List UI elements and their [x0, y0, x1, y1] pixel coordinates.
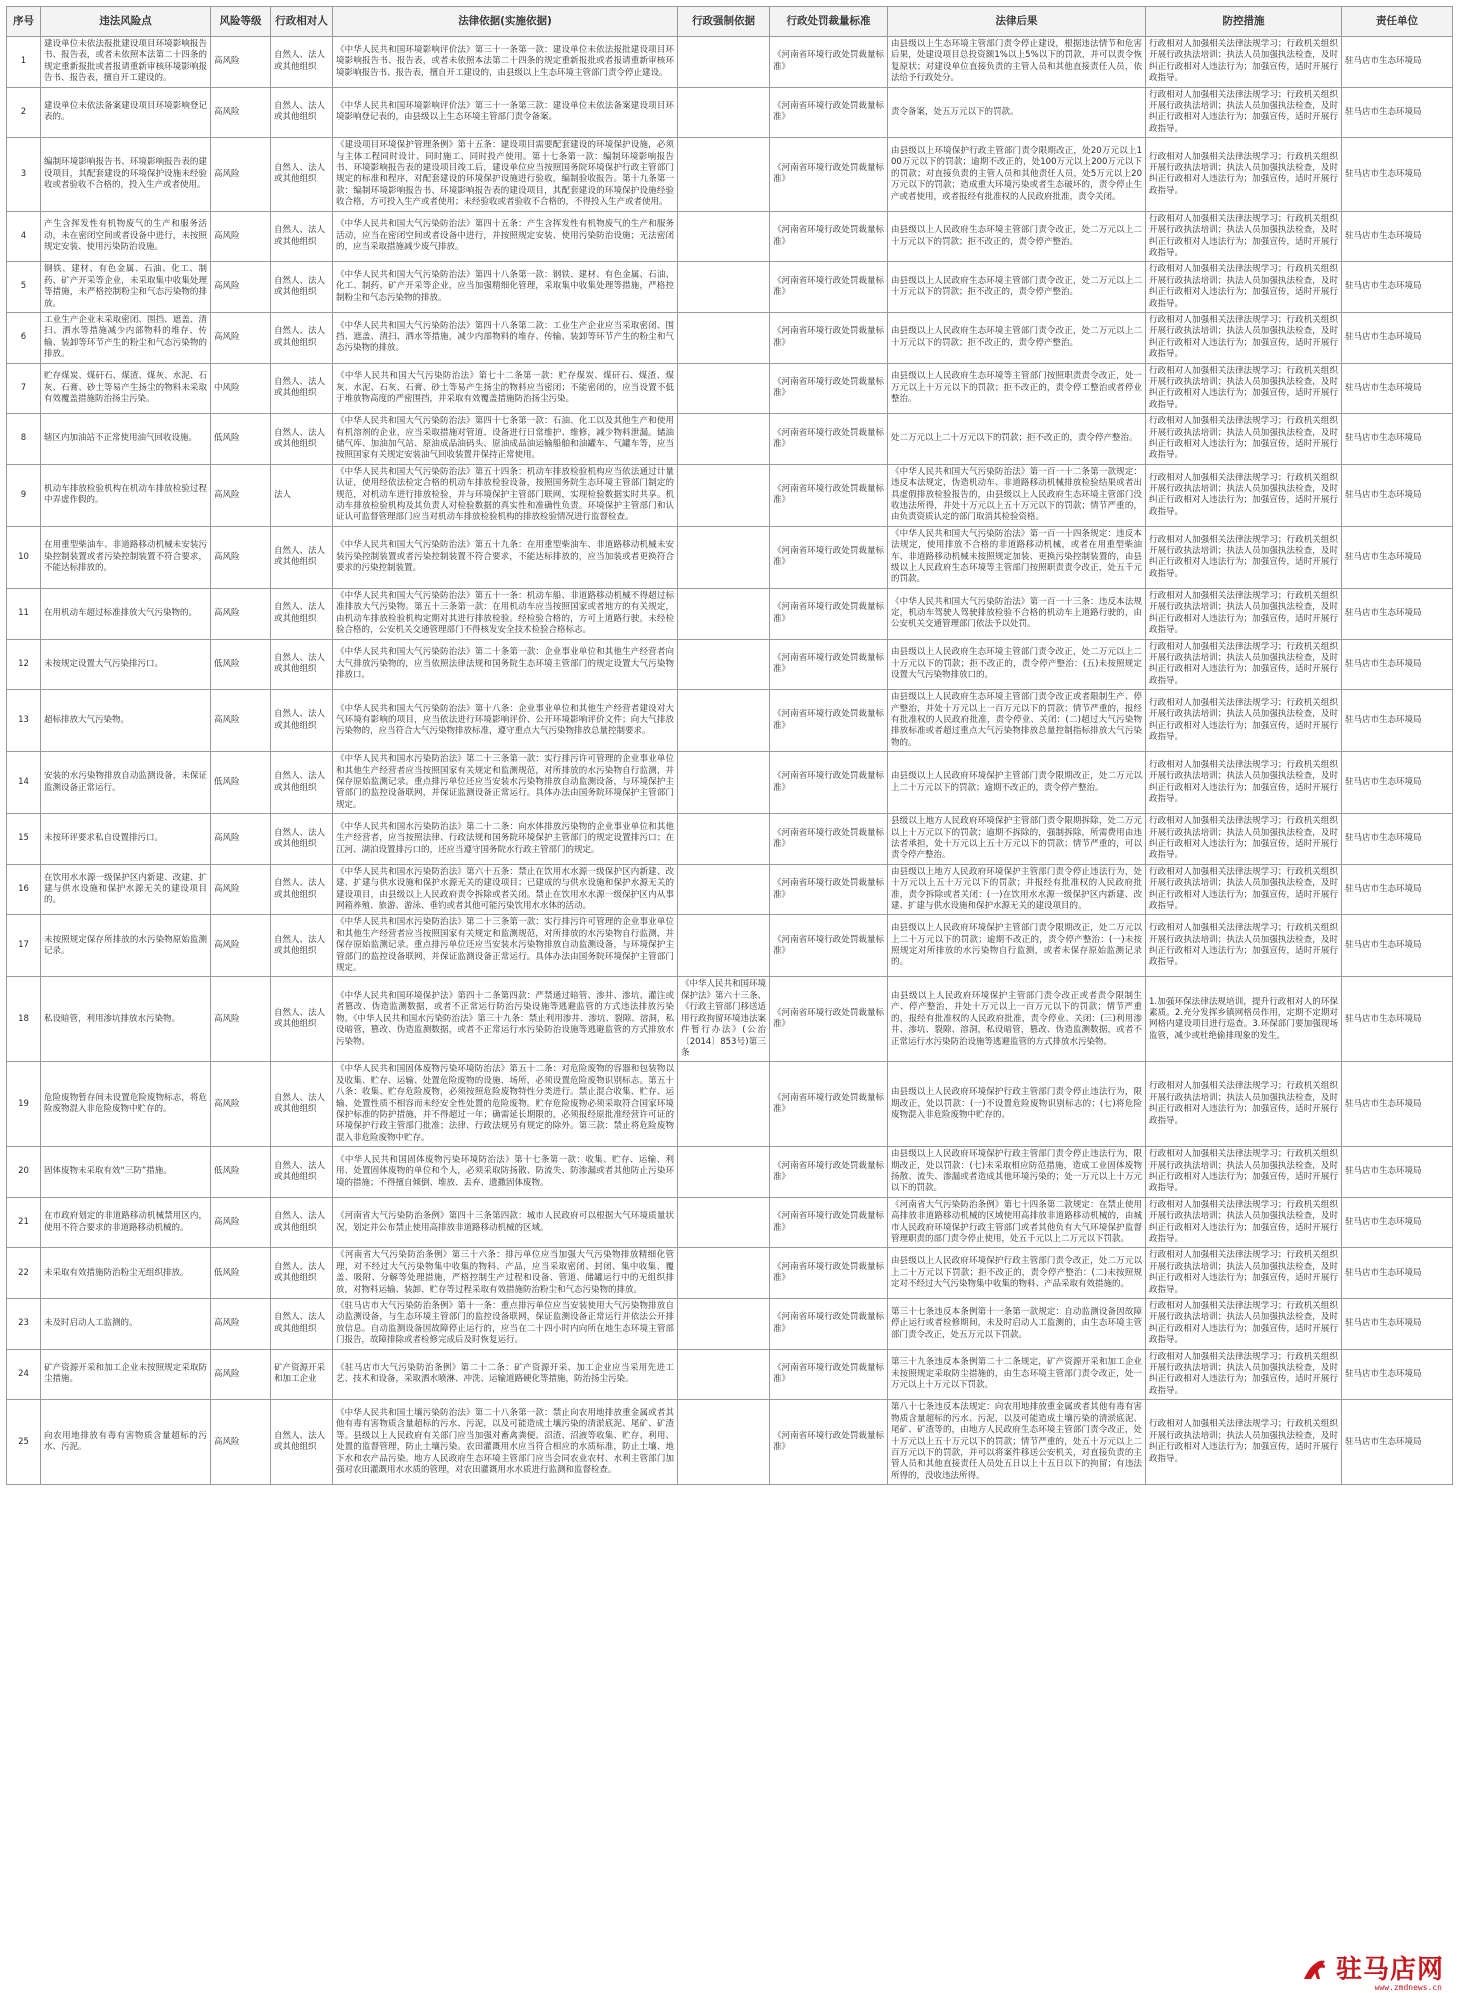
prevention-measures-cell: 行政相对人加强相关法律法规学习；行政机关组织开展行政执法培训；执法人员加强执法检查，及时纠正行政相对人违法行为；加强宣传，适时开展行政指导。	[1146, 814, 1342, 865]
enforcement-basis-cell	[678, 464, 770, 526]
prevention-measures-cell: 行政相对人加强相关法律法规学习；行政机关组织开展行政执法培训；执法人员加强执法检查，及时纠正行政相对人违法行为；加强宣传，适时开展行政指导。	[1146, 414, 1342, 465]
legal-consequence-cell: 由县级以上人民政府环境保护行政主管部门责令改正，处二万元以上二十万元以下罚款；拒不改正的，责令停产整治：(二)未按照规定对不经过大气污染物集中收集的物料、产品采取有效措施的。	[888, 1248, 1146, 1299]
risk-point-cell: 未按规定设置大气污染排污口。	[41, 639, 211, 690]
responsible-unit-cell: 驻马店市生态环境局	[1342, 1062, 1453, 1147]
administrative-counterpart-cell: 自然人、法人或其他组织	[271, 690, 333, 752]
risk-level-cell: 低风险	[211, 1147, 271, 1198]
header-consequence: 法律后果	[888, 7, 1146, 37]
risk-level-cell: 高风险	[211, 211, 271, 262]
administrative-counterpart-cell: 自然人、法人或其他组织	[271, 1299, 333, 1350]
penalty-standard-cell: 《河南省环境行政处罚裁量标准》	[770, 464, 888, 526]
risk-level-cell: 高风险	[211, 526, 271, 588]
legal-consequence-cell: 由县级以上地方人民政府环境保护主管部门责令停止违法行为，处十万元以上五十万元以下的罚款；并报经有批准权的人民政府批准，责令拆除或者关闭：(一)在饮用水水源一级保护区内新建、改建、扩建与供水设施和保护水源无关的建设项目的。	[888, 864, 1146, 915]
table-row	[7, 138, 1453, 211]
risk-level-cell: 低风险	[211, 639, 271, 690]
header-standard: 行政处罚裁量标准	[770, 7, 888, 37]
responsible-unit-cell: 驻马店市生态环境局	[1342, 87, 1453, 138]
responsible-unit-cell: 驻马店市生态环境局	[1342, 262, 1453, 313]
table-row	[7, 1248, 1453, 1299]
legal-basis-cell: 《中华人民共和国水污染防治法》第二十三条第一款：实行排污许可管理的企业事业单位和其他生产经营者应当按照国家有关规定和监测规范，对所排放的水污染物自行监测，并保存原始监测记录。重点排污单位还应当安装水污染物排放自动监测设备，与环境保护主管部门的监控设备联网，并保证监测设备正常运行。具体办法由国务院环境保护主管部门规定。	[333, 752, 678, 814]
enforcement-basis-cell	[678, 1197, 770, 1248]
administrative-counterpart-cell: 自然人、法人或其他组织	[271, 414, 333, 465]
enforcement-basis-cell	[678, 1349, 770, 1400]
horse-logo-icon	[1300, 1955, 1330, 1985]
row-number-cell: 5	[7, 262, 41, 313]
legal-basis-cell: 《中华人民共和国大气污染防治法》第二十条第一款：企业事业单位和其他生产经营者向大气排放污染物的，应当依照法律法规和国务院生态环境主管部门的规定设置大气污染物排放口。	[333, 639, 678, 690]
administrative-counterpart-cell: 自然人、法人或其他组织	[271, 37, 333, 88]
legal-basis-cell: 《中华人民共和国水污染防治法》第二十二条：向水体排放污染物的企业事业单位和其他生产经营者，应当按照法律、行政法规和国务院环境保护主管部门的规定设置排污口；在江河、湖泊设置排污口的，还应当遵守国务院水行政主管部门的规定。	[333, 814, 678, 865]
prevention-measures-cell: 行政相对人加强相关法律法规学习；行政机关组织开展行政执法培训；执法人员加强执法检查，及时纠正行政相对人违法行为；加强宣传，适时开展行政指导。	[1146, 864, 1342, 915]
legal-basis-cell: 《中华人民共和国大气污染防治法》第五十九条：在用重型柴油车、非道路移动机械未安装污染控制装置或者污染控制装置不符合要求，不能达标排放的，应当加装或者更换符合要求的污染控制装置。	[333, 526, 678, 588]
legal-consequence-cell: 《河南省大气污染防治条例》第七十四条第二款规定：在禁止使用高排放非道路移动机械的区域使用高排放非道路移动机械的，由城市人民政府环境保护行政主管部门或者其他负有大气环境保护监督管理职责的部门责令停止使用，处五千元以上二万元以下罚款。	[888, 1197, 1146, 1248]
table-header-row	[7, 7, 1453, 37]
row-number-cell: 1	[7, 37, 41, 88]
legal-consequence-cell: 由县级以上人民政府环境保护主管部门责令限期改正，处二万元以上二十万元以下的罚款；逾期不改正的，责令停产整治。	[888, 752, 1146, 814]
responsible-unit-cell: 驻马店市生态环境局	[1342, 363, 1453, 414]
row-number-cell: 20	[7, 1147, 41, 1198]
enforcement-basis-cell	[678, 1299, 770, 1350]
table-row	[7, 752, 1453, 814]
table-row	[7, 814, 1453, 865]
table-row	[7, 977, 1453, 1062]
penalty-standard-cell: 《河南省环境行政处罚裁量标准》	[770, 752, 888, 814]
risk-point-cell: 贮存煤炭、煤矸石、煤渣、煤灰、水泥、石灰、石膏、砂土等易产生扬尘的物料未采取有效覆盖措施防治扬尘污染。	[41, 363, 211, 414]
row-number-cell: 8	[7, 414, 41, 465]
risk-point-cell: 未按照规定保存所排放的水污染物原始监测记录。	[41, 915, 211, 977]
responsible-unit-cell: 驻马店市生态环境局	[1342, 915, 1453, 977]
legal-consequence-cell: 由县级以上人民政府生态环境主管部门责令改正，处二万元以上二十万元以下的罚款；拒不改正的，责令停产整治。	[888, 262, 1146, 313]
responsible-unit-cell: 驻马店市生态环境局	[1342, 1147, 1453, 1198]
penalty-standard-cell: 《河南省环境行政处罚裁量标准》	[770, 363, 888, 414]
prevention-measures-cell: 行政相对人加强相关法律法规学习；行政机关组织开展行政执法培训；执法人员加强执法检查，及时纠正行政相对人违法行为；加强宣传，适时开展行政指导。	[1146, 915, 1342, 977]
enforcement-basis-cell	[678, 690, 770, 752]
table-row	[7, 915, 1453, 977]
risk-point-cell: 危险废物暂存间未设置危险废物标志，将危险废物混入非危险废物中贮存的。	[41, 1062, 211, 1147]
legal-consequence-cell: 由县级以上环境保护行政主管部门责令限期改正，处20万元以上100万元以下的罚款；逾期不改正的，处100万元以上200万元以下的罚款；对直接负责的主管人员和其他责任人员，处5万元以上20万元以下的罚款；造成重大环境污染或者生态破坏的，责令停止生产或者使用，或者报经有批准权的人民政府批准，责令关闭。	[888, 138, 1146, 211]
administrative-counterpart-cell: 自然人、法人或其他组织	[271, 1147, 333, 1198]
responsible-unit-cell: 驻马店市生态环境局	[1342, 211, 1453, 262]
row-number-cell: 21	[7, 1197, 41, 1248]
administrative-counterpart-cell: 自然人、法人或其他组织	[271, 138, 333, 211]
administrative-counterpart-cell: 自然人、法人或其他组织	[271, 262, 333, 313]
table-row	[7, 639, 1453, 690]
risk-point-cell: 在用机动车超过标准排放大气污染物的。	[41, 588, 211, 639]
legal-basis-cell: 《中华人民共和国环境影响评价法》第三十一条第三款：建设单位未依法备案建设项目环境影响登记表的，由县级以上生态环境主管部门责令备案。	[333, 87, 678, 138]
risk-point-cell: 未采取有效措施防治粉尘无组织排放。	[41, 1248, 211, 1299]
penalty-standard-cell: 《河南省环境行政处罚裁量标准》	[770, 915, 888, 977]
legal-basis-cell: 《中华人民共和国水污染防治法》第二十三条第一款：实行排污许可管理的企业事业单位和其他生产经营者应当按照国家有关规定和监测规范，对所排放的水污染物自行监测，并保存原始监测记录。重点排污单位还应当安装水污染物排放自动监测设备，与环境保护主管部门的监控设备联网，并保证监测设备正常运行。具体办法由国务院环境保护主管部门规定。	[333, 915, 678, 977]
row-number-cell: 13	[7, 690, 41, 752]
legal-basis-cell: 《中华人民共和国土壤污染防治法》第二十八条第一款：禁止向农用地排放重金属或者其他有毒有害物质含量超标的污水、污泥，以及可能造成土壤污染的清淤底泥、尾矿、矿渣等。县级以上人民政府有关部门应当加强对畜禽粪便、沼渣、沼液等收集、贮存、利用、处置的监督管理，防止土壤污染。农田灌溉用水应当符合相应的水质标准，防止土壤、地下水和农产品污染。地方人民政府生态环境主管部门应当会同农业农村、水利主管部门加强对农田灌溉用水水质的管理，对农田灌溉用水水质进行监测和监督检查。	[333, 1400, 678, 1485]
risk-level-cell: 高风险	[211, 1197, 271, 1248]
risk-point-cell: 未及时启动人工监测的。	[41, 1299, 211, 1350]
enforcement-basis-cell	[678, 639, 770, 690]
risk-level-cell: 高风险	[211, 1299, 271, 1350]
risk-level-cell: 高风险	[211, 690, 271, 752]
table-row	[7, 37, 1453, 88]
penalty-standard-cell: 《河南省环境行政处罚裁量标准》	[770, 1400, 888, 1485]
legal-consequence-cell: 由县级以上人民政府环境保护主管部门责令改正或者责令限制生产、停产整治，并处十万元以上一百万元以下的罚款；情节严重的，报经有批准权的人民政府批准，责令停业、关闭：(三)利用渗井、渗坑、裂隙、溶洞，私设暗管，篡改、伪造监测数据，或者不正常运行水污染防治设施等逃避监管的方式排放水污染物。	[888, 977, 1146, 1062]
risk-point-cell: 在用重型柴油车、非道路移动机械未安装污染控制装置或者污染控制装置不符合要求，不能达标排放的。	[41, 526, 211, 588]
table-row	[7, 1349, 1453, 1400]
risk-level-cell: 中风险	[211, 363, 271, 414]
legal-basis-cell: 《中华人民共和国大气污染防治法》第四十八条第一款：钢铁、建材、有色金属、石油、化工、制药、矿产开采等企业，应当加强精细化管理，采取集中收集处理等措施，严格控制粉尘和气态污染物的排放。	[333, 262, 678, 313]
prevention-measures-cell: 行政相对人加强相关法律法规学习；行政机关组织开展行政执法培训；执法人员加强执法检查，及时纠正行政相对人违法行为；加强宣传，适时开展行政指导。	[1146, 1299, 1342, 1350]
risk-point-cell: 超标排放大气污染物。	[41, 690, 211, 752]
legal-basis-cell: 《建设项目环境保护管理条例》第十五条：建设项目需要配套建设的环境保护设施，必须与主体工程同时设计、同时施工、同时投产使用。第十七条第一款：编制环境影响报告书、环境影响报告表的建设项目竣工后，建设单位应当按照国务院环境保护行政主管部门规定的标准和程序，对配套建设的环境保护设施进行验收，编制验收报告。第十九条第一款：编制环境影响报告书、环境影响报告表的建设项目，其配套建设的环境保护设施经验收合格，方可投入生产或者使用；未经验收或者验收不合格的，不得投入生产或者使用。	[333, 138, 678, 211]
prevention-measures-cell: 行政相对人加强相关法律法规学习；行政机关组织开展行政执法培训；执法人员加强执法检查，及时纠正行政相对人违法行为；加强宣传，适时开展行政指导。	[1146, 1062, 1342, 1147]
risk-point-cell: 建设单位未依法备案建设项目环境影响登记表的。	[41, 87, 211, 138]
administrative-counterpart-cell: 自然人、法人或其他组织	[271, 752, 333, 814]
administrative-counterpart-cell: 自然人、法人或其他组织	[271, 814, 333, 865]
logo-text: 驻马店网	[1335, 1955, 1444, 1985]
risk-level-cell: 高风险	[211, 312, 271, 363]
penalty-standard-cell: 《河南省环境行政处罚裁量标准》	[770, 1197, 888, 1248]
header-risk: 违法风险点	[41, 7, 211, 37]
enforcement-basis-cell	[678, 1248, 770, 1299]
risk-point-cell: 产生含挥发性有机物废气的生产和服务活动，未在密闭空间或者设备中进行，未按照规定安装、使用污染防治设施。	[41, 211, 211, 262]
enforcement-basis-cell	[678, 915, 770, 977]
risk-point-cell: 工业生产企业未采取密闭、围挡、遮盖、清扫、洒水等措施减少内部物料的堆存、传输、装卸等环节产生的粉尘和气态污染物的排放。	[41, 312, 211, 363]
prevention-measures-cell: 行政相对人加强相关法律法规学习；行政机关组织开展行政执法培训；执法人员加强执法检查，及时纠正行政相对人违法行为；加强宣传，适时开展行政指导。	[1146, 1248, 1342, 1299]
row-number-cell: 14	[7, 752, 41, 814]
legal-consequence-cell: 第三十九条违反本条例第二十二条规定，矿产资源开采和加工企业未按照规定采取防尘措施的，由生态环境主管部门责令改正，处一万元以上十万元以下罚款。	[888, 1349, 1146, 1400]
table-row	[7, 1147, 1453, 1198]
enforcement-basis-cell	[678, 864, 770, 915]
risk-level-cell: 低风险	[211, 1248, 271, 1299]
risk-level-cell: 高风险	[211, 1062, 271, 1147]
table-row	[7, 1197, 1453, 1248]
prevention-measures-cell: 行政相对人加强相关法律法规学习；行政机关组织开展行政执法培训；执法人员加强执法检查，及时纠正行政相对人违法行为；加强宣传，适时开展行政指导。	[1146, 87, 1342, 138]
prevention-measures-cell: 行政相对人加强相关法律法规学习；行政机关组织开展行政执法培训；执法人员加强执法检查，及时纠正行政相对人违法行为；加强宣传，适时开展行政指导。	[1146, 1349, 1342, 1400]
responsible-unit-cell: 驻马店市生态环境局	[1342, 414, 1453, 465]
penalty-standard-cell: 《河南省环境行政处罚裁量标准》	[770, 1349, 888, 1400]
legal-consequence-cell: 由县级以上人民政府生态环境主管部门责令改正，处二万元以上二十万元以下的罚款；拒不改正的，责令停产整治。	[888, 312, 1146, 363]
risk-level-cell: 高风险	[211, 1349, 271, 1400]
enforcement-basis-cell	[678, 414, 770, 465]
administrative-counterpart-cell: 自然人、法人或其他组织	[271, 87, 333, 138]
administrative-counterpart-cell: 自然人、法人或其他组织	[271, 639, 333, 690]
legal-consequence-cell: 处二万元以上二十万元以下的罚款；拒不改正的，责令停产整治。	[888, 414, 1146, 465]
header-no: 序号	[7, 7, 41, 37]
risk-level-cell: 高风险	[211, 37, 271, 88]
header-level: 风险等级	[211, 7, 271, 37]
enforcement-basis-cell	[678, 312, 770, 363]
row-number-cell: 9	[7, 464, 41, 526]
penalty-standard-cell: 《河南省环境行政处罚裁量标准》	[770, 262, 888, 313]
table-row	[7, 262, 1453, 313]
risk-level-cell: 高风险	[211, 588, 271, 639]
enforcement-basis-cell	[678, 1062, 770, 1147]
legal-basis-cell: 《中华人民共和国环境保护法》第四十二条第四款：严禁通过暗管、渗井、渗坑、灌注或者篡改、伪造监测数据，或者不正常运行防治污染设施等逃避监管的方式违法排放污染物。《中华人民共和国水污染防治法》第三十九条：禁止利用渗井、渗坑、裂隙、溶洞，私设暗管，篡改、伪造监测数据，或者不正常运行水污染防治设施等逃避监管的方式排放水污染物。	[333, 977, 678, 1062]
risk-point-cell: 在饮用水水源一级保护区内新建、改建、扩建与供水设施和保护水源无关的建设项目的。	[41, 864, 211, 915]
risk-point-cell: 辖区内加油站不正常使用油气回收设施。	[41, 414, 211, 465]
row-number-cell: 12	[7, 639, 41, 690]
penalty-standard-cell: 《河南省环境行政处罚裁量标准》	[770, 864, 888, 915]
row-number-cell: 22	[7, 1248, 41, 1299]
penalty-standard-cell: 《河南省环境行政处罚裁量标准》	[770, 312, 888, 363]
legal-consequence-cell: 由县级以上人民政府环境保护行政主管部门责令停止违法行为，限期改正，处以罚款：(一)不设置危险废物识别标志的；(七)将危险废物混入非危险废物中贮存的。	[888, 1062, 1146, 1147]
risk-level-cell: 高风险	[211, 262, 271, 313]
site-logo	[1300, 1955, 1444, 1985]
prevention-measures-cell: 行政相对人加强相关法律法规学习；行政机关组织开展行政执法培训；执法人员加强执法检查，及时纠正行政相对人违法行为；加强宣传，适时开展行政指导。	[1146, 312, 1342, 363]
header-enforce: 行政强制依据	[678, 7, 770, 37]
prevention-measures-cell: 1.加强环保法律法规培训，提升行政相对人的环保素质。2.充分发挥乡镇网格员作用，定期不定期对网格内建设项目进行巡查。3.环保部门要加强现场监管，减少或杜绝偷排现象的发生。	[1146, 977, 1342, 1062]
penalty-standard-cell: 《河南省环境行政处罚裁量标准》	[770, 138, 888, 211]
legal-basis-cell: 《中华人民共和国大气污染防治法》第四十五条：产生含挥发性有机物废气的生产和服务活动，应当在密闭空间或者设备中进行，并按照规定安装、使用污染防治设施；无法密闭的，应当采取措施减少废气排放。	[333, 211, 678, 262]
table-row	[7, 87, 1453, 138]
responsible-unit-cell: 驻马店市生态环境局	[1342, 639, 1453, 690]
header-law: 法律依据(实施依据)	[333, 7, 678, 37]
responsible-unit-cell: 驻马店市生态环境局	[1342, 1248, 1453, 1299]
responsible-unit-cell: 驻马店市生态环境局	[1342, 138, 1453, 211]
legal-basis-cell: 《中华人民共和国大气污染防治法》第十八条：企业事业单位和其他生产经营者建设对大气环境有影响的项目，应当依法进行环境影响评价、公开环境影响评价文件；向大气排放污染物的，应当符合大气污染物排放标准，遵守重点大气污染物排放总量控制要求。	[333, 690, 678, 752]
legal-consequence-cell: 由县级以上人民政府环境保护主管部门责令限期改正，处二万元以上二十万元以下的罚款；逾期不改正的，责令停产整治：(一)未按照规定对所排放的水污染物自行监测，或者未保存原始监测记录的。	[888, 915, 1146, 977]
risk-level-cell: 高风险	[211, 864, 271, 915]
risk-level-cell: 高风险	[211, 464, 271, 526]
table-row	[7, 526, 1453, 588]
risk-level-cell: 高风险	[211, 915, 271, 977]
penalty-standard-cell: 《河南省环境行政处罚裁量标准》	[770, 814, 888, 865]
responsible-unit-cell: 驻马店市生态环境局	[1342, 1299, 1453, 1350]
page-frame	[6, 6, 1452, 1987]
legal-consequence-cell: 第三十七条违反本条例第十一条第一款规定：自动监测设备因故障停止运行或者检修期间，未及时启动人工监测的，由生态环境主管部门责令改正，处五万元以下罚款。	[888, 1299, 1146, 1350]
administrative-counterpart-cell: 自然人、法人或其他组织	[271, 1062, 333, 1147]
administrative-counterpart-cell: 矿产资源开采和加工企业	[271, 1349, 333, 1400]
responsible-unit-cell: 驻马店市生态环境局	[1342, 312, 1453, 363]
administrative-counterpart-cell: 自然人、法人或其他组织	[271, 526, 333, 588]
penalty-standard-cell: 《河南省环境行政处罚裁量标准》	[770, 414, 888, 465]
administrative-counterpart-cell: 自然人、法人或其他组织	[271, 1400, 333, 1485]
responsible-unit-cell: 驻马店市生态环境局	[1342, 977, 1453, 1062]
risk-level-cell: 高风险	[211, 138, 271, 211]
administrative-counterpart-cell: 自然人、法人或其他组织	[271, 915, 333, 977]
risk-table	[6, 6, 1453, 1485]
table-body	[7, 37, 1453, 1485]
prevention-measures-cell: 行政相对人加强相关法律法规学习；行政机关组织开展行政执法培训；执法人员加强执法检查，及时纠正行政相对人违法行为；加强宣传，适时开展行政指导。	[1146, 138, 1342, 211]
table-row	[7, 1299, 1453, 1350]
legal-basis-cell: 《河南省大气污染防治条例》第四十三条第四款：城市人民政府可以根据大气环境质量状况，划定并公布禁止使用高排放非道路移动机械的区域。	[333, 1197, 678, 1248]
risk-level-cell: 高风险	[211, 87, 271, 138]
risk-point-cell: 在市政府划定的非道路移动机械禁用区内，使用不符合要求的非道路移动机械的。	[41, 1197, 211, 1248]
administrative-counterpart-cell: 自然人、法人或其他组织	[271, 363, 333, 414]
enforcement-basis-cell	[678, 814, 770, 865]
legal-basis-cell: 《中华人民共和国大气污染防治法》第五十四条：机动车排放检验机构应当依法通过计量认证，使用经依法检定合格的机动车排放检验设备，按照国务院生态环境主管部门制定的规范，对机动车进行排放检验，并与环境保护主管部门联网，实现检验数据实时共享。机动车排放检验机构及其负责人对检验数据的真实性和准确性负责。环境保护主管部门和认证认可监督管理部门应当对机动车排放检验机构的排放检验情况进行监督检查。	[333, 464, 678, 526]
legal-basis-cell: 《驻马店市大气污染防治条例》第二十二条：矿产资源开采、加工企业应当采用先进工艺、技术和设备，采取洒水喷淋、冲洗、运输道路硬化等措施，防治扬尘污染。	[333, 1349, 678, 1400]
penalty-standard-cell: 《河南省环境行政处罚裁量标准》	[770, 977, 888, 1062]
enforcement-basis-cell	[678, 363, 770, 414]
administrative-counterpart-cell: 自然人、法人或其他组织	[271, 977, 333, 1062]
row-number-cell: 25	[7, 1400, 41, 1485]
enforcement-basis-cell	[678, 87, 770, 138]
row-number-cell: 17	[7, 915, 41, 977]
risk-point-cell: 机动车排放检验机构在机动车排放检验过程中弄虚作假的。	[41, 464, 211, 526]
penalty-standard-cell: 《河南省环境行政处罚裁量标准》	[770, 639, 888, 690]
enforcement-basis-cell	[678, 588, 770, 639]
administrative-counterpart-cell: 法人	[271, 464, 333, 526]
prevention-measures-cell: 行政相对人加强相关法律法规学习；行政机关组织开展行政执法培训；执法人员加强执法检查，及时纠正行政相对人违法行为；加强宣传，适时开展行政指导。	[1146, 464, 1342, 526]
responsible-unit-cell: 驻马店市生态环境局	[1342, 1400, 1453, 1485]
administrative-counterpart-cell: 自然人、法人或其他组织	[271, 588, 333, 639]
legal-consequence-cell: 由县级以上人民政府生态环境主管部门责令改正或者限制生产、停产整治，并处十万元以上一百万元以下的罚款；情节严重的，报经有批准权的人民政府批准，责令停业、关闭：(二)超过大气污染物排放标准或者超过重点大气污染物排放总量控制指标排放大气污染物的。	[888, 690, 1146, 752]
prevention-measures-cell: 行政相对人加强相关法律法规学习；行政机关组织开展行政执法培训；执法人员加强执法检查，及时纠正行政相对人违法行为；加强宣传，适时开展行政指导。	[1146, 588, 1342, 639]
table-row	[7, 414, 1453, 465]
table-row	[7, 211, 1453, 262]
prevention-measures-cell: 行政相对人加强相关法律法规学习；行政机关组织开展行政执法培训；执法人员加强执法检查，及时纠正行政相对人违法行为；加强宣传，适时开展行政指导。	[1146, 1400, 1342, 1485]
administrative-counterpart-cell: 自然人、法人或其他组织	[271, 312, 333, 363]
enforcement-basis-cell	[678, 138, 770, 211]
prevention-measures-cell: 行政相对人加强相关法律法规学习；行政机关组织开展行政执法培训；执法人员加强执法检查，及时纠正行政相对人违法行为；加强宣传，适时开展行政指导。	[1146, 1147, 1342, 1198]
legal-basis-cell: 《中华人民共和国大气污染防治法》第四十七条第一款：石油、化工以及其他生产和使用有机溶剂的企业，应当采取措施对管道、设备进行日常维护、维修，减少物料泄漏。储油储气库、加油加气站、原油成品油码头、原油成品油运输船舶和油罐车、气罐车等，应当按照国家有关规定安装油气回收装置并保持正常使用。	[333, 414, 678, 465]
penalty-standard-cell: 《河南省环境行政处罚裁量标准》	[770, 87, 888, 138]
legal-consequence-cell: 《中华人民共和国大气污染防治法》第一百一十二条第一款规定：违反本法规定，伪造机动车、非道路移动机械排放检验结果或者出具虚假排放检验报告的，由县级以上人民政府生态环境主管部门没收违法所得，并处十万元以上五十万元以下的罚款；情节严重的，由负责资质认定的部门取消其检验资格。	[888, 464, 1146, 526]
risk-point-cell: 向农用地排放有毒有害物质含量超标的污水、污泥。	[41, 1400, 211, 1485]
risk-level-cell: 高风险	[211, 977, 271, 1062]
penalty-standard-cell: 《河南省环境行政处罚裁量标准》	[770, 1299, 888, 1350]
legal-consequence-cell: 责令备案，处五万元以下的罚款。	[888, 87, 1146, 138]
responsible-unit-cell: 驻马店市生态环境局	[1342, 588, 1453, 639]
legal-consequence-cell: 由县级以上人民政府环境保护行政主管部门责令停止违法行为，限期改正，处以罚款：(七)未采取相应防范措施，造成工业固体废物扬散、流失、渗漏或者造成其他环境污染的；处一万元以上十万元以下的罚款。	[888, 1147, 1146, 1198]
legal-basis-cell: 《中华人民共和国固体废物污染环境防治法》第五十二条：对危险废物的容器和包装物以及收集、贮存、运输、处置危险废物的设施、场所，必须设置危险废物识别标志。第五十八条：收集、贮存危险废物，必须按照危险废物特性分类进行。禁止混合收集、贮存、运输、处置性质不相容而未经安全性处置的危险废物。贮存危险废物必须采取符合国家环境保护标准的防护措施，并不得超过一年；确需延长期限的，必须报经原批准经营许可证的环境保护行政主管部门批准；法律、行政法规另有规定的除外。第三款：禁止将危险废物混入非危险废物中贮存。	[333, 1062, 678, 1147]
table-row	[7, 464, 1453, 526]
penalty-standard-cell: 《河南省环境行政处罚裁量标准》	[770, 526, 888, 588]
row-number-cell: 10	[7, 526, 41, 588]
enforcement-basis-cell	[678, 37, 770, 88]
enforcement-basis-cell	[678, 1400, 770, 1485]
legal-basis-cell: 《驻马店市大气污染防治条例》第十一条：重点排污单位应当安装使用大气污染物排放自动监测设备，与生态环境主管部门的监控设备联网，保证监测设备正常运行并依法公开排放信息。自动监测设备因故障停止运行的，应当在二十四小时内向所在地生态环境主管部门报告，故障排除或者检修完成后及时恢复运行。	[333, 1299, 678, 1350]
penalty-standard-cell: 《河南省环境行政处罚裁量标准》	[770, 1062, 888, 1147]
table-row	[7, 1062, 1453, 1147]
prevention-measures-cell: 行政相对人加强相关法律法规学习；行政机关组织开展行政执法培训；执法人员加强执法检查，及时纠正行政相对人违法行为；加强宣传，适时开展行政指导。	[1146, 363, 1342, 414]
legal-consequence-cell: 由县级以上人民政府生态环境主管部门责令改正，处二万元以上二十万元以下的罚款；拒不改正的，责令停产整治。	[888, 211, 1146, 262]
risk-point-cell: 私设暗管，利用渗坑排放水污染物。	[41, 977, 211, 1062]
row-number-cell: 4	[7, 211, 41, 262]
logo-url: www.zmdnews.cn	[1374, 1983, 1442, 1992]
risk-point-cell: 钢铁、建材、有色金属、石油、化工、制药、矿产开采等企业，未采取集中收集处理等措施，未严格控制粉尘和气态污染物的排放。	[41, 262, 211, 313]
row-number-cell: 19	[7, 1062, 41, 1147]
prevention-measures-cell: 行政相对人加强相关法律法规学习；行政机关组织开展行政执法培训；执法人员加强执法检查，及时纠正行政相对人违法行为；加强宣传，适时开展行政指导。	[1146, 752, 1342, 814]
penalty-standard-cell: 《河南省环境行政处罚裁量标准》	[770, 588, 888, 639]
legal-consequence-cell: 第八十七条违反本法规定：向农用地排放重金属或者其他有毒有害物质含量超标的污水、污泥，以及可能造成土壤污染的清淤底泥、尾矿、矿渣等的，由地方人民政府生态环境主管部门责令改正，处十万元以上五十万元以下的罚款；情节严重的，处五十万元以上二百万元以下的罚款，并可以将案件移送公安机关，对直接负责的主管人员和其他直接责任人员处五日以上十五日以下的拘留；有违法所得的，没收违法所得。	[888, 1400, 1146, 1485]
prevention-measures-cell: 行政相对人加强相关法律法规学习；行政机关组织开展行政执法培训；执法人员加强执法检查，及时纠正行政相对人违法行为；加强宣传，适时开展行政指导。	[1146, 526, 1342, 588]
administrative-counterpart-cell: 自然人、法人或其他组织	[271, 211, 333, 262]
legal-consequence-cell: 《中华人民共和国大气污染防治法》第一百一十四条规定：违反本法规定，使用排放不合格的非道路移动机械，或者在用重型柴油车、非道路移动机械未按照规定加装、更换污染控制装置的，由县级以上人民政府生态环境等主管部门按照职责责令改正，处五千元的罚款。	[888, 526, 1146, 588]
row-number-cell: 16	[7, 864, 41, 915]
legal-basis-cell: 《中华人民共和国环境影响评价法》第三十一条第一款：建设单位未依法报批建设项目环境影响报告书、报告表，或者未依照本法第二十四条的规定重新报批或者报请重新审核环境影响报告书、报告表，擅自开工建设的，由县级以上生态环境主管部门责令停止建设。	[333, 37, 678, 88]
penalty-standard-cell: 《河南省环境行政处罚裁量标准》	[770, 1147, 888, 1198]
enforcement-basis-cell: 《中华人民共和国环境保护法》第六十三条、《行政主管部门移送适用行政拘留环境违法案件暂行办法》(公治〔2014〕853号)第三条	[678, 977, 770, 1062]
prevention-measures-cell: 行政相对人加强相关法律法规学习；行政机关组织开展行政执法培训；执法人员加强执法检查，及时纠正行政相对人违法行为；加强宣传，适时开展行政指导。	[1146, 262, 1342, 313]
table-row	[7, 588, 1453, 639]
penalty-standard-cell: 《河南省环境行政处罚裁量标准》	[770, 211, 888, 262]
row-number-cell: 23	[7, 1299, 41, 1350]
risk-level-cell: 低风险	[211, 752, 271, 814]
legal-consequence-cell: 由县级以上人民政府生态环境主管部门责令改正，处二万元以上二十万元以下的罚款；拒不改正的，责令停产整治：(五)未按照规定设置大气污染物排放口的。	[888, 639, 1146, 690]
enforcement-basis-cell	[678, 211, 770, 262]
table-row	[7, 1400, 1453, 1485]
risk-point-cell: 未按环评要求私自设置排污口。	[41, 814, 211, 865]
row-number-cell: 15	[7, 814, 41, 865]
responsible-unit-cell: 驻马店市生态环境局	[1342, 814, 1453, 865]
responsible-unit-cell: 驻马店市生态环境局	[1342, 1197, 1453, 1248]
legal-consequence-cell: 《中华人民共和国大气污染防治法》第一百一十三条：违反本法规定，机动车驾驶人驾驶排放检验不合格的机动车上道路行驶的，由公安机关交通管理部门依法予以处罚。	[888, 588, 1146, 639]
administrative-counterpart-cell: 自然人、法人或其他组织	[271, 1248, 333, 1299]
responsible-unit-cell: 驻马店市生态环境局	[1342, 864, 1453, 915]
header-subject: 行政相对人	[271, 7, 333, 37]
row-number-cell: 11	[7, 588, 41, 639]
table-row	[7, 690, 1453, 752]
legal-basis-cell: 《中华人民共和国大气污染防治法》第四十八条第二款：工业生产企业应当采取密闭、围挡、遮盖、清扫、洒水等措施，减少内部物料的堆存、传输、装卸等环节产生的粉尘和气态污染物的排放。	[333, 312, 678, 363]
enforcement-basis-cell	[678, 262, 770, 313]
table-row	[7, 363, 1453, 414]
row-number-cell: 3	[7, 138, 41, 211]
responsible-unit-cell: 驻马店市生态环境局	[1342, 1349, 1453, 1400]
risk-point-cell: 编制环境影响报告书、环境影响报告表的建设项目，其配套建设的环境保护设施未经验收或者验收不合格的，投入生产或者使用。	[41, 138, 211, 211]
responsible-unit-cell: 驻马店市生态环境局	[1342, 37, 1453, 88]
risk-point-cell: 建设单位未依法报批建设项目环境影响报告书、报告表，或者未依照本法第二十四条的规定重新报批或者报请重新审核环境影响报告书、报告表，擅自开工建设的。	[41, 37, 211, 88]
penalty-standard-cell: 《河南省环境行政处罚裁量标准》	[770, 1248, 888, 1299]
legal-consequence-cell: 由县级以上人民政府生态环境等主管部门按照职责责令改正，处一万元以上十万元以下的罚款；拒不改正的，责令停工整治或者停业整治。	[888, 363, 1146, 414]
header-measures: 防控措施	[1146, 7, 1342, 37]
prevention-measures-cell: 行政相对人加强相关法律法规学习；行政机关组织开展行政执法培训；执法人员加强执法检查，及时纠正行政相对人违法行为；加强宣传，适时开展行政指导。	[1146, 639, 1342, 690]
legal-basis-cell: 《河南省大气污染防治条例》第三十六条：排污单位应当加强大气污染物排放精细化管理，对不经过大气污染物集中收集的物料、产品，应当采取密闭、封闭、集中收集、覆盖、吸附、分解等处理措施，严格控制生产过程和设备、管道、储罐运行中的无组织排放，对物料运输、装卸、贮存等过程采取有效措施防治粉尘和气态污染物的排放。	[333, 1248, 678, 1299]
responsible-unit-cell: 驻马店市生态环境局	[1342, 752, 1453, 814]
header-unit: 责任单位	[1342, 7, 1453, 37]
prevention-measures-cell: 行政相对人加强相关法律法规学习；行政机关组织开展行政执法培训；执法人员加强执法检查，及时纠正行政相对人违法行为；加强宣传，适时开展行政指导。	[1146, 1197, 1342, 1248]
responsible-unit-cell: 驻马店市生态环境局	[1342, 464, 1453, 526]
risk-level-cell: 高风险	[211, 1400, 271, 1485]
legal-basis-cell: 《中华人民共和国水污染防治法》第六十五条：禁止在饮用水水源一级保护区内新建、改建、扩建与供水设施和保护水源无关的建设项目；已建成的与供水设施和保护水源无关的建设项目，由县级以上人民政府责令拆除或者关闭。禁止在饮用水水源一级保护区内从事网箱养殖、旅游、游泳、垂钓或者其他可能污染饮用水水体的活动。	[333, 864, 678, 915]
row-number-cell: 18	[7, 977, 41, 1062]
risk-level-cell: 低风险	[211, 414, 271, 465]
risk-level-cell: 高风险	[211, 814, 271, 865]
prevention-measures-cell: 行政相对人加强相关法律法规学习；行政机关组织开展行政执法培训；执法人员加强执法检查，及时纠正行政相对人违法行为；加强宣传，适时开展行政指导。	[1146, 690, 1342, 752]
legal-basis-cell: 《中华人民共和国固体废物污染环境防治法》第十七条第一款：收集、贮存、运输、利用、处置固体废物的单位和个人，必须采取防扬散、防流失、防渗漏或者其他防止污染环境的措施；不得擅自倾倒、堆放、丢弃、遗撒固体废物。	[333, 1147, 678, 1198]
legal-basis-cell: 《中华人民共和国大气污染防治法》第五十一条：机动车船、非道路移动机械不得超过标准排放大气污染物。第五十三条第一款：在用机动车应当按照国家或者地方的有关规定，由机动车排放检验机构定期对其进行排放检验。经检验合格的，方可上道路行驶。未经检验合格的，公安机关交通管理部门不得核发安全技术检验合格标志。	[333, 588, 678, 639]
responsible-unit-cell: 驻马店市生态环境局	[1342, 526, 1453, 588]
row-number-cell: 6	[7, 312, 41, 363]
row-number-cell: 24	[7, 1349, 41, 1400]
table-row	[7, 864, 1453, 915]
legal-consequence-cell: 县级以上地方人民政府环境保护主管部门责令限期拆除，处二万元以上十万元以下的罚款；逾期不拆除的，强制拆除，所需费用由违法者承担，处十万元以上五十万元以下的罚款；情节严重的，可以责令停产整治。	[888, 814, 1146, 865]
table-row	[7, 312, 1453, 363]
enforcement-basis-cell	[678, 752, 770, 814]
penalty-standard-cell: 《河南省环境行政处罚裁量标准》	[770, 37, 888, 88]
prevention-measures-cell: 行政相对人加强相关法律法规学习；行政机关组织开展行政执法培训；执法人员加强执法检查，及时纠正行政相对人违法行为；加强宣传，适时开展行政指导。	[1146, 211, 1342, 262]
row-number-cell: 7	[7, 363, 41, 414]
responsible-unit-cell: 驻马店市生态环境局	[1342, 690, 1453, 752]
administrative-counterpart-cell: 自然人、法人或其他组织	[271, 864, 333, 915]
legal-basis-cell: 《中华人民共和国大气污染防治法》第七十二条第一款：贮存煤炭、煤矸石、煤渣、煤灰、水泥、石灰、石膏、砂土等易产生扬尘的物料应当密闭；不能密闭的，应当设置不低于堆放物高度的严密围挡，并采取有效覆盖措施防治扬尘污染。	[333, 363, 678, 414]
risk-point-cell: 固体废物未采取有效“三防”措施。	[41, 1147, 211, 1198]
enforcement-basis-cell	[678, 1147, 770, 1198]
prevention-measures-cell: 行政相对人加强相关法律法规学习；行政机关组织开展行政执法培训；执法人员加强执法检查，及时纠正行政相对人违法行为；加强宣传，适时开展行政指导。	[1146, 37, 1342, 88]
administrative-counterpart-cell: 自然人、法人或其他组织	[271, 1197, 333, 1248]
risk-point-cell: 矿产资源开采和加工企业未按照规定采取防尘措施。	[41, 1349, 211, 1400]
legal-consequence-cell: 由县级以上生态环境主管部门责令停止建设，根据违法情节和危害后果，处建设项目总投资额1%以上5%以下的罚款，并可以责令恢复原状；对建设单位直接负责的主管人员和其他直接责任人员，依法给予行政处分。	[888, 37, 1146, 88]
row-number-cell: 2	[7, 87, 41, 138]
penalty-standard-cell: 《河南省环境行政处罚裁量标准》	[770, 690, 888, 752]
risk-point-cell: 安装的水污染物排放自动监测设备，未保证监测设备正常运行。	[41, 752, 211, 814]
enforcement-basis-cell	[678, 526, 770, 588]
